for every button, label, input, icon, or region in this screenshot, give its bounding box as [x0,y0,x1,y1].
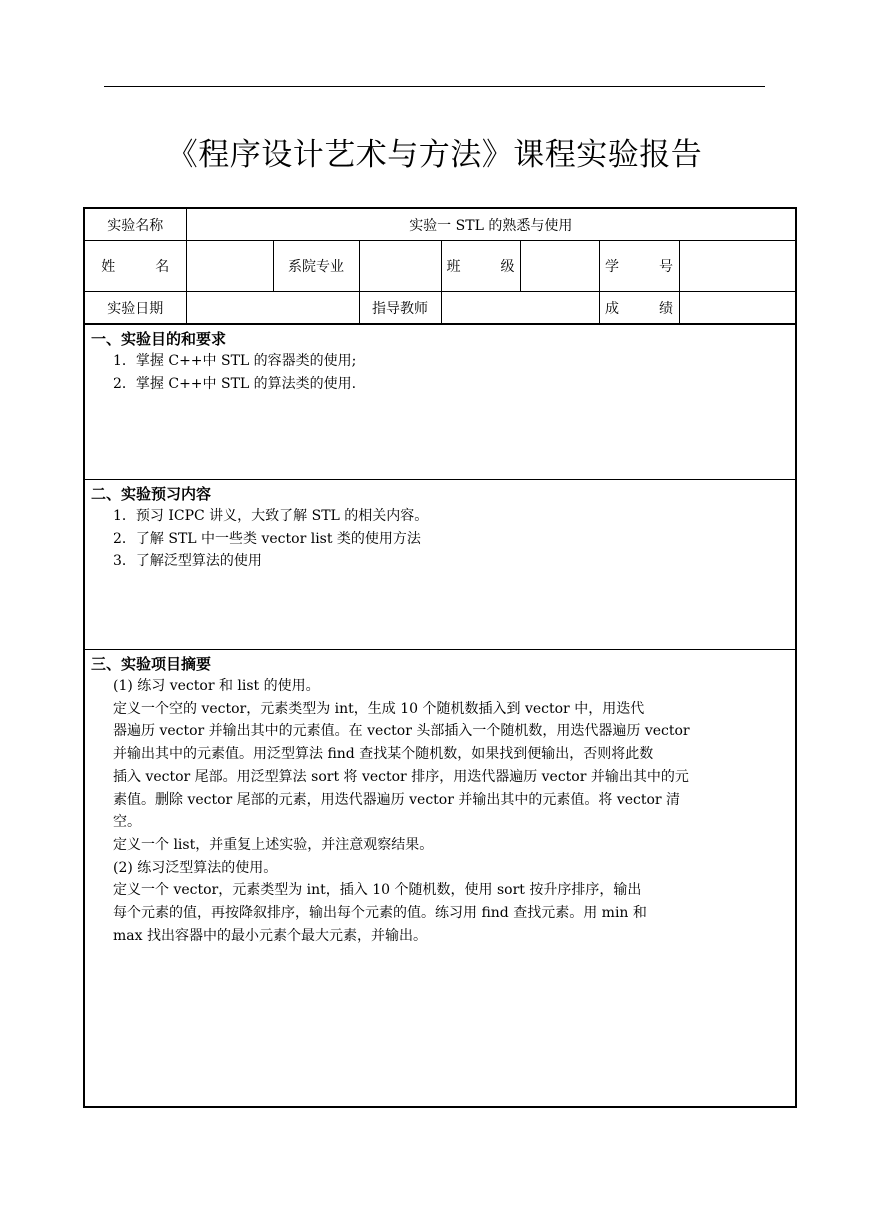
section-line: 器遍历 vector 并输出其中的元素值。在 vector 头部插入一个随机数，用迭代器遍历 vector [113,723,690,740]
name-label-char-1: 姓 [101,259,116,275]
student-id-label [599,241,679,292]
department-label: 系院专业 [273,241,359,292]
section-body [85,348,795,395]
student-id-label-char-2: 号 [659,259,673,275]
grade-label-char-2: 绩 [659,300,673,317]
section-summary [85,649,795,1109]
page-title: 《程序设计艺术与方法》课程实验报告 [166,137,703,173]
section-line: 2．了解 STL 中一些类 vector list 类的使用方法 [113,530,421,547]
section-line: (1) 练习 vector 和 list 的使用。 [113,678,320,694]
section-line: 插入 vector 尾部。用泛型算法 sort 将 vector 排序，用迭代器遍历 vector 并输出其中的元 [113,768,689,785]
section-body [85,673,795,947]
experiment-name-label: 实验名称 [85,209,186,241]
section-line: 1．预习 ICPC 讲义，大致了解 STL 的相关内容。 [113,508,429,524]
section-line: 素值。删除 vector 尾部的元素，用迭代器遍历 vector 并输出其中的元素值。将 vector 清 [113,791,681,808]
section-preview [85,479,795,649]
student-id-value[interactable] [679,241,795,292]
experiment-name-value: 实验一 STL 的熟悉与使用 [186,209,795,241]
info-row-date [85,292,795,324]
date-value[interactable] [186,292,359,324]
info-table [85,209,795,324]
date-label: 实验日期 [85,292,186,324]
section-heading: 一、实验目的和要求 [91,330,227,348]
section-line: 定义一个 list，并重复上述实验，并注意观察结果。 [113,836,434,853]
department-value[interactable] [359,241,441,292]
section-line: 定义一个空的 vector，元素类型为 int，生成 10 个随机数插入到 vector 中，用迭代 [113,700,645,717]
section-body [85,503,795,573]
section-line: 并输出其中的元素值。用泛型算法 find 查找某个随机数，如果找到便输出，否则将此数 [113,746,654,763]
info-row-student [85,241,795,292]
teacher-label: 指导教师 [359,292,441,324]
section-heading: 二、实验预习内容 [91,485,212,503]
name-label [85,241,186,292]
section-line: max 找出容器中的最小元素个最大元素，并输出。 [113,927,427,944]
grade-value[interactable] [679,292,795,324]
teacher-value[interactable] [441,292,599,324]
section-objectives [85,324,795,479]
section-line: 3．了解泛型算法的使用 [113,553,262,569]
info-row-experiment [85,209,795,241]
name-label-char-2: 名 [155,259,170,275]
student-id-label-char-1: 学 [605,259,619,275]
section-line: 每个元素的值，再按降叙排序，输出每个元素的值。练习用 find 查找元素。用 min 和 [113,905,647,922]
class-label-char-2: 级 [500,259,515,275]
section-line: 2．掌握 C++中 STL 的算法类的使用. [113,375,357,392]
section-heading: 三、实验项目摘要 [91,655,212,673]
name-value[interactable] [186,241,273,292]
class-label [441,241,520,292]
class-label-char-1: 班 [446,259,461,275]
class-value[interactable] [520,241,599,292]
grade-label [599,292,679,324]
section-line: 定义一个 vector，元素类型为 int，插入 10 个随机数，使用 sort 按升序排序，输出 [113,882,642,899]
section-line: 1．掌握 C++中 STL 的容器类的使用; [113,353,357,369]
report-form [83,207,797,1108]
grade-label-char-1: 成 [605,300,619,317]
section-line: 空。 [113,814,141,831]
header-rule [104,86,765,87]
section-line: (2) 练习泛型算法的使用。 [113,859,278,876]
